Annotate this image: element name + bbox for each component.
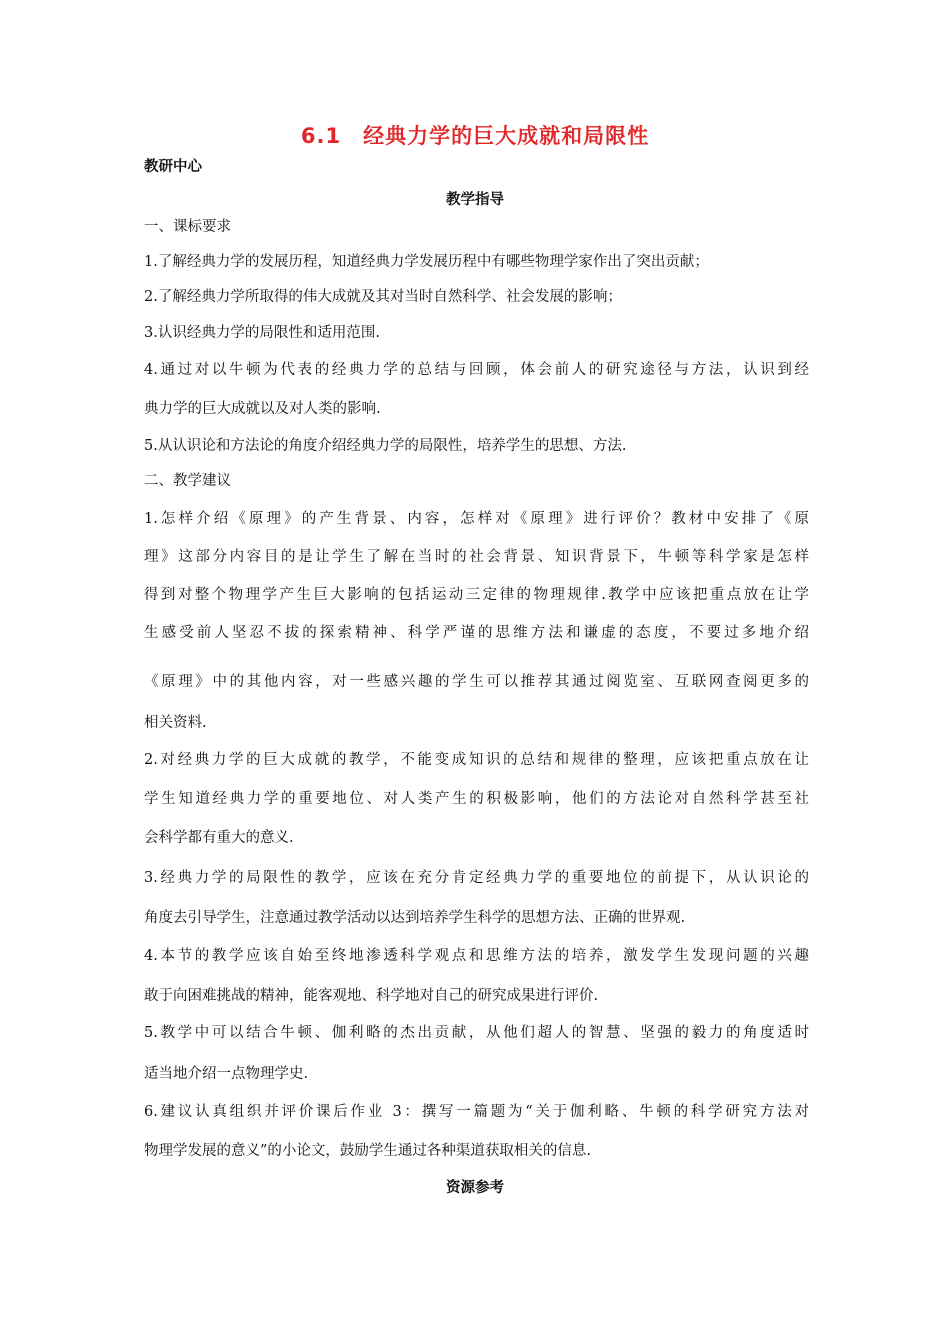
author-org: 教研中心 xyxy=(144,159,202,175)
body-line: 二、教学建议 xyxy=(144,473,231,489)
body-line: 1.怎样介绍《原理》的产生背景、内容，怎样对《原理》进行评价？教材中安排了《原 xyxy=(144,511,809,527)
body-line: 物理学发展的意义”的小论文，鼓励学生通过各种渠道获取相关的信息. xyxy=(144,1143,592,1159)
body-line: 6.建议认真组织并评价课后作业 3：撰写一篇题为“关于伽利略、牛顿的科学研究方法对 xyxy=(144,1104,809,1120)
section-heading-resources: 资源参考 xyxy=(446,1180,504,1196)
body-line: 1.了解经典力学的发展历程，知道经典力学发展历程中有哪些物理学家作出了突出贡献； xyxy=(144,254,709,270)
body-line: 会科学都有重大的意义. xyxy=(144,830,294,846)
body-line: 适当地介绍一点物理学史. xyxy=(144,1066,309,1082)
body-line: 2.了解经典力学所取得的伟大成就及其对当时自然科学、社会发展的影响； xyxy=(144,289,622,305)
body-line: 4.通过对以牛顿为代表的经典力学的总结与回顾，体会前人的研究途径与方法，认识到经 xyxy=(144,362,809,378)
body-line: 《原理》中的其他内容，对一些感兴趣的学生可以推荐其通过阅览室、互联网查阅更多的 xyxy=(144,674,809,690)
body-line: 得到对整个物理学产生巨大影响的包括运动三定律的物理规律.教学中应该把重点放在让学 xyxy=(144,587,809,603)
body-line: 典力学的巨大成就以及对人类的影响. xyxy=(144,401,381,417)
body-line: 3.认识经典力学的局限性和适用范围. xyxy=(144,325,380,341)
body-line: 4.本节的教学应该自始至终地渗透科学观点和思维方法的培养，激发学生发现问题的兴趣 xyxy=(144,948,809,964)
body-line: 角度去引导学生，注意通过教学活动以达到培养学生科学的思想方法、正确的世界观. xyxy=(144,910,686,926)
body-line: 学生知道经典力学的重要地位、对人类产生的积极影响，他们的方法论对自然科学甚至社 xyxy=(144,791,809,807)
body-line: 相关资料. xyxy=(144,715,207,731)
body-line: 一、课标要求 xyxy=(144,219,231,235)
body-line: 2.对经典力学的巨大成就的教学，不能变成知识的总结和规律的整理，应该把重点放在让 xyxy=(144,752,809,768)
body-line: 5.教学中可以结合牛顿、伽利略的杰出贡献，从他们超人的智慧、坚强的毅力的角度适时 xyxy=(144,1025,809,1041)
body-line: 理》这部分内容目的是让学生了解在当时的社会背景、知识背景下，牛顿等科学家是怎样 xyxy=(144,549,809,565)
body-line: 敢于向困难挑战的精神，能客观地、科学地对自己的研究成果进行评价. xyxy=(144,988,599,1004)
section-heading-guidance: 教学指导 xyxy=(446,192,504,208)
body-line: 3.经典力学的局限性的教学，应该在充分肯定经典力学的重要地位的前提下，从认识论的 xyxy=(144,870,809,886)
body-line: 生感受前人坚忍不拔的探索精神、科学严谨的思维方法和谦虚的态度，不要过多地介绍 xyxy=(144,625,809,641)
body-line: 5.从认识论和方法论的角度介绍经典力学的局限性，培养学生的思想、方法. xyxy=(144,438,627,454)
document-title: 6.1 经典力学的巨大成就和局限性 xyxy=(300,124,650,148)
